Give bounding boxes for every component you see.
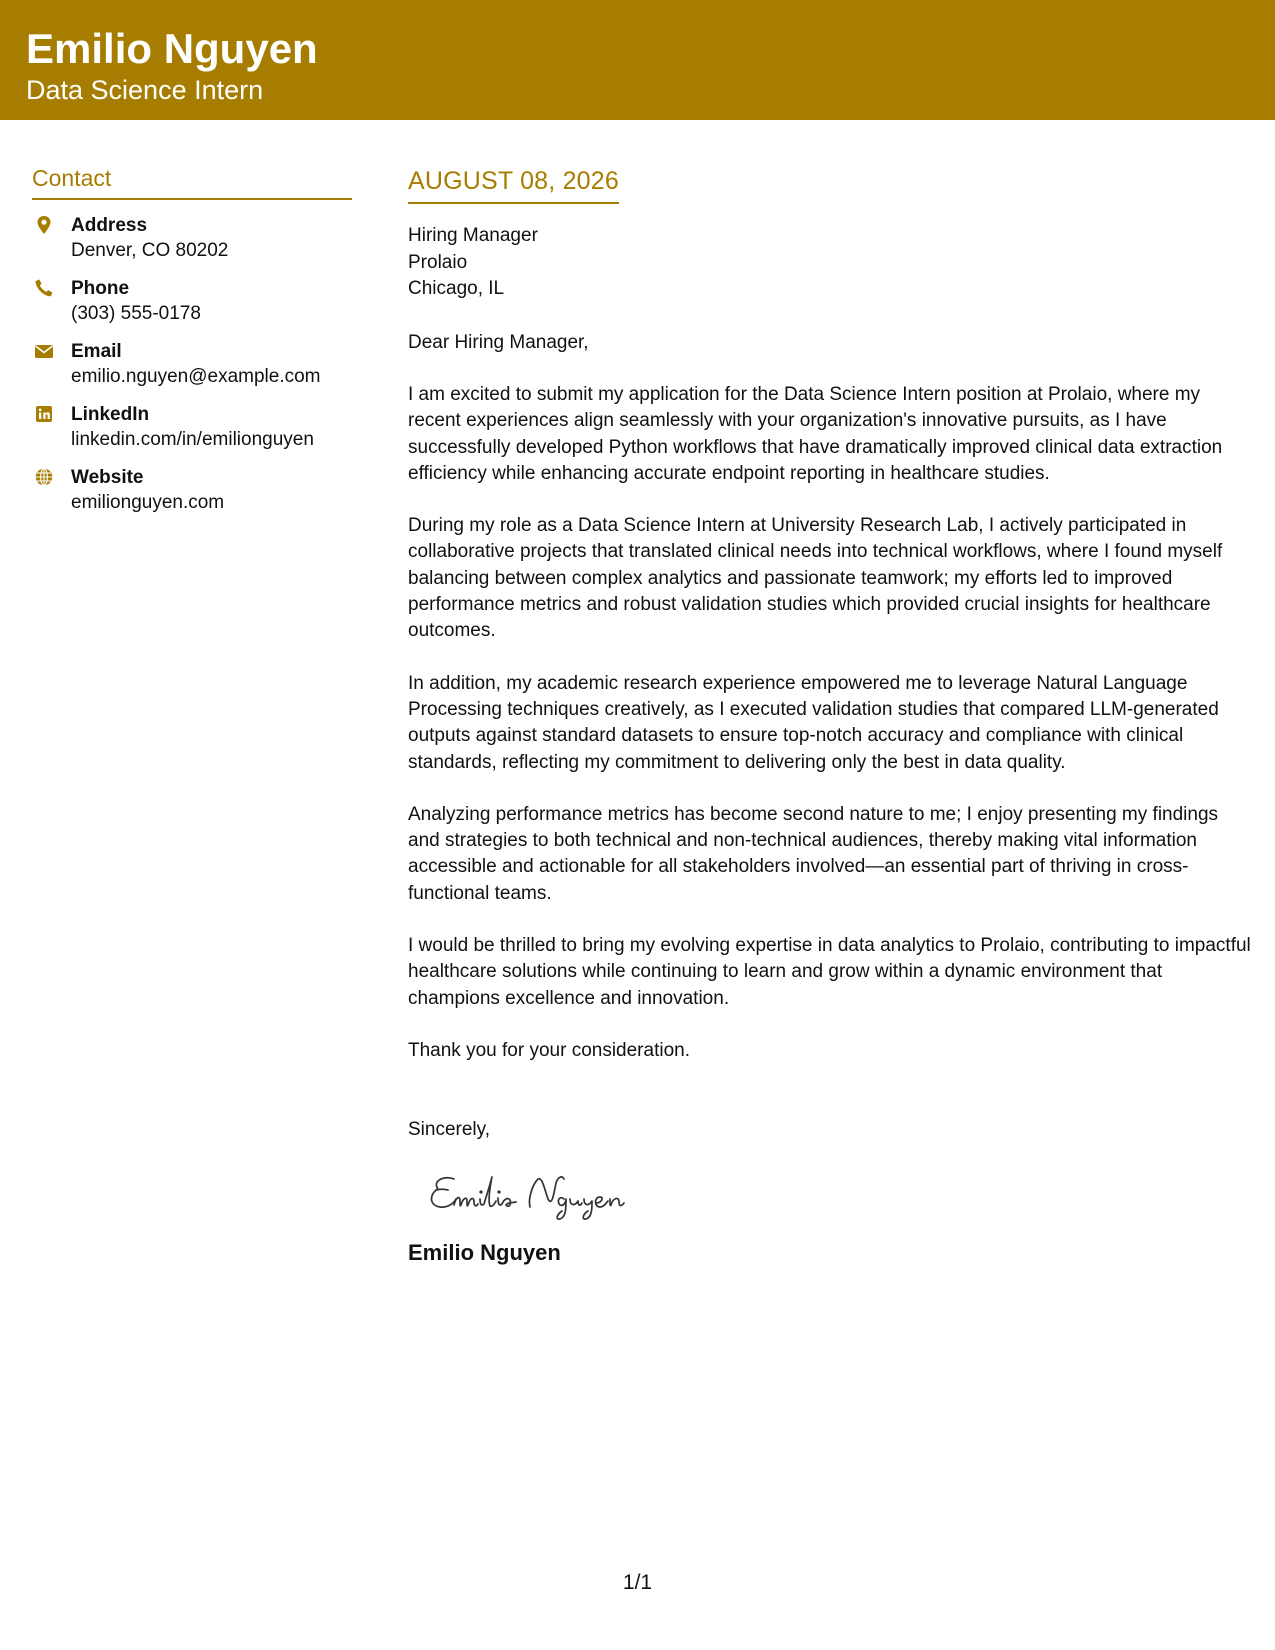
contact-item-email xyxy=(32,340,352,403)
recipient-block xyxy=(408,223,1253,303)
contact-item-phone xyxy=(32,277,352,340)
envelope-icon xyxy=(34,341,54,361)
letter-paragraph: In addition, my academic research experience empowered me to leverage Natural Language Processing techniques creatively, as I executed validation studies that compared LLM-generated outputs against standard datasets to ensure top-notch accuracy and compliance with clinical standards, reflecting my commitment to delivering only the best in data quality. xyxy=(408,672,1219,773)
letter-body xyxy=(408,166,1253,1267)
phone-icon xyxy=(34,278,54,298)
contact-label: Email xyxy=(71,341,122,362)
contact-label: Address xyxy=(71,215,148,236)
location-pin-icon xyxy=(34,215,54,235)
globe-icon xyxy=(34,467,54,487)
contact-label: Phone xyxy=(71,278,130,299)
letter-paragraph: I would be thrilled to bring my evolving expertise in data analytics to Prolaio, contributing to impactful healthcare solutions while continuing to learn and grow within a dynamic environment that champions excellence and innovation. xyxy=(408,935,1251,1009)
signer-name: Emilio Nguyen xyxy=(408,1240,561,1266)
contact-sidebar xyxy=(32,164,352,529)
contact-value[interactable]: emilionguyen.com xyxy=(71,492,225,513)
contact-value[interactable]: emilio.nguyen@example.com xyxy=(71,366,321,387)
closing: Sincerely, xyxy=(408,1119,491,1141)
applicant-name: Emilio Nguyen xyxy=(26,25,318,72)
salutation: Dear Hiring Manager, xyxy=(408,331,589,353)
contact-value[interactable]: linkedin.com/in/emilionguyen xyxy=(71,429,314,450)
letter-paragraph: During my role as a Data Science Intern at University Research Lab, I actively participated in collaborative projects that translated clinical needs into technical workflows, where I found myself balancing between complex analytics and passionate teamwork; my efforts led to improved performance metrics and robust validation studies which provided crucial insights for healthcare outcomes. xyxy=(408,515,1223,642)
contact-label: Website xyxy=(71,467,144,488)
recipient-name: Hiring Manager xyxy=(408,225,538,246)
contact-heading: Contact xyxy=(32,164,352,200)
letter-paragraph: Analyzing performance metrics has become second nature to me; I enjoy presenting my findings and strategies to both technical and non-technical audiences, thereby making vital information accessible and actionable for all stakeholders involved—an essential part of thriving in cross-functional teams. xyxy=(408,803,1219,904)
contact-item-website xyxy=(32,466,352,529)
contact-item-address xyxy=(32,214,352,277)
contact-item-linkedin xyxy=(32,403,352,466)
page-number: 1/1 xyxy=(622,1571,653,1594)
letter-paragraph: I am excited to submit my application for the Data Science Intern position at Prolaio, where my recent experiences align seamlessly with your organization's innovative pursuits, as I have successfully developed Python workflows that have dramatically improved clinical data extraction efficiency while enhancing accurate endpoint reporting in healthcare studies. xyxy=(408,384,1223,484)
header-banner xyxy=(0,0,1275,120)
letter-date: AUGUST 08, 2026 xyxy=(408,166,619,204)
contact-value: Denver, CO 80202 xyxy=(71,240,229,261)
contact-value: (303) 555-0178 xyxy=(71,303,201,324)
contact-label: LinkedIn xyxy=(71,404,150,425)
signature-image xyxy=(424,1165,664,1225)
recipient-location: Chicago, IL xyxy=(408,278,505,299)
applicant-title: Data Science Intern xyxy=(26,75,264,105)
linkedin-icon xyxy=(34,404,54,424)
letter-paragraph: Thank you for your consideration. xyxy=(408,1039,690,1061)
recipient-company: Prolaio xyxy=(408,251,468,273)
